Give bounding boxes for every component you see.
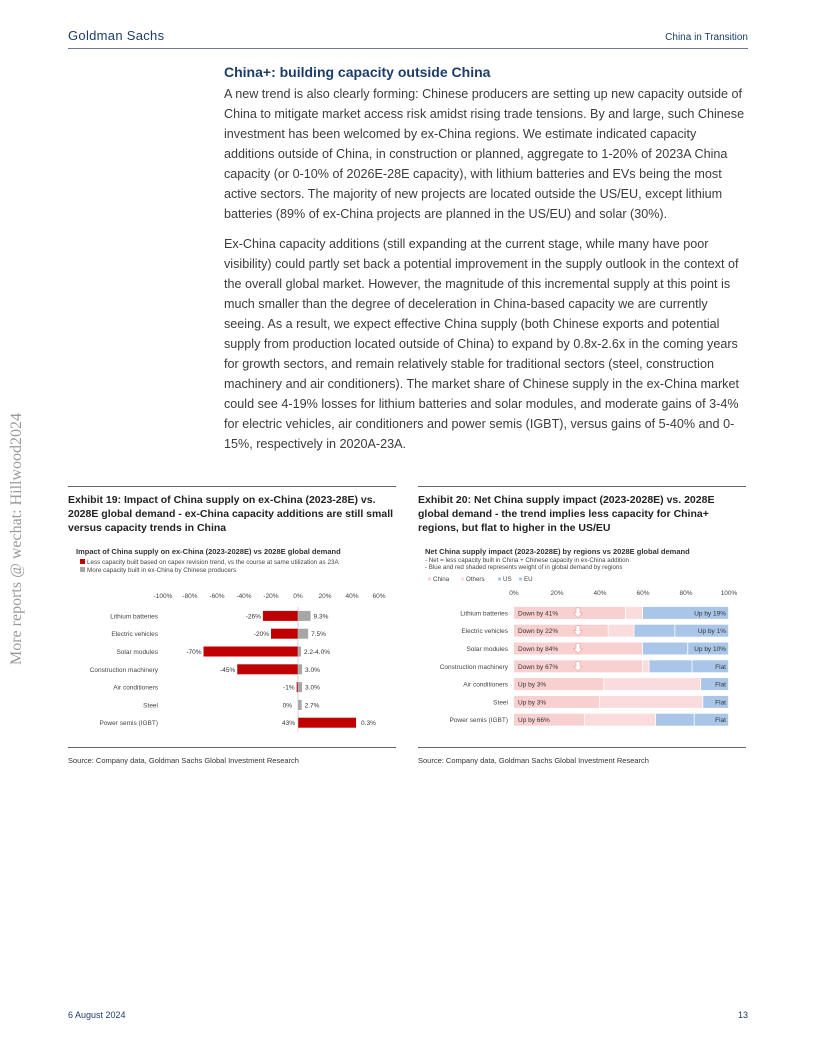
chart-20-legend-label-others: Others <box>466 576 485 583</box>
exhibit-20-source: Source: Company data, Goldman Sachs Global Investment Research <box>418 756 649 765</box>
chart-19-category-label: Construction machinery <box>89 666 158 674</box>
chart-19-grey-label: 3.0% <box>305 684 320 692</box>
chart-20-right-label: Up by 1% <box>697 628 726 636</box>
chart-19-legend-swatch-2 <box>80 567 85 572</box>
paragraph-2: Ex-China capacity additions (still expanding at the current stage, while many have poor visibility) could partly set back a potential improvement in the supply outlook in the context of the overall global market. However, the magnitude of this incremental supply at this point is much smaller than the degree of deceleration in China-based capacity we are currently seeing. As a result, we expect effective China supply (both Chinese exports and potential supply from production located outside of China) to expand by 0.8x-2.6x in the coming years for growth sectors, and remain relatively stable for traditional sectors (steel, construction machinery and air conditioners). The market share of Chinese supply in the ex-China market could see 4-19% losses for lithium batteries and solar modules, and moderate gains of 3-4% for electric vehicles, air conditioners and power semis (IGBT), versus gains of 5-40% and 0-15%, respectively in 2020A-23A. <box>224 237 739 451</box>
chart-19-red-label: 43% <box>281 720 295 728</box>
chart-20-x-tick: 60% <box>636 590 650 597</box>
chart-20-x-tick: 40% <box>593 590 607 597</box>
chart-20-left-label: Down by 22% <box>518 628 559 636</box>
chart-19-bar-grey <box>298 611 311 621</box>
chart-19-category-label: Power semis (IGBT) <box>99 720 158 728</box>
chart-19-bar-red <box>263 611 298 621</box>
chart-19-legend-swatch-1 <box>80 559 85 564</box>
chart-20-segment-us <box>656 714 694 726</box>
chart-20-subtitle: - Blue and red shaded represents weight of in global demand by regions <box>425 564 623 571</box>
chart-20-category-label: Solar modules <box>466 646 508 653</box>
chart-20-category-label: Power semis (IGBT) <box>449 717 508 725</box>
chart-20-x-tick: 100% <box>720 590 738 597</box>
chart-19-x-tick: 20% <box>318 593 332 600</box>
chart-20-right-label: Up by 10% <box>694 646 726 653</box>
exhibit-20-title: Exhibit 20: Net China supply impact (2023-2028E) vs. 2028E global demand - the trend implies less capacity for China+ regions, but flat to higher in the US/EU <box>418 494 715 534</box>
chart-20-legend-swatch-others <box>461 578 464 581</box>
exhibit-19-title: Exhibit 19: Impact of China supply on ex-China (2023-28E) vs. 2028E global demand - ex-China capacity additions are still small versus capacity trends in China <box>68 494 394 534</box>
chart-19-category-label: Steel <box>143 702 158 710</box>
chart-19-category-label: Solar modules <box>116 649 158 656</box>
chart-20-x-tick: 20% <box>550 590 564 597</box>
chart-20-legend-swatch-us <box>498 578 501 581</box>
chart-20-segment-others <box>609 625 634 637</box>
chart-20-legend-swatch-china <box>428 578 431 581</box>
exhibit-20-bottom-rule <box>418 747 746 748</box>
main-section <box>224 64 748 464</box>
paragraph-1: A new trend is also clearly forming: Chinese producers are setting up new capacity outside of China to mitigate market access risk amidst rising trade tensions. By and large, such Chinese investment has been welcomed by ex-China regions. We estimate indicated capacity additions outside of China, in construction or planned, aggregate to 1-20% of 2023A China capacity (or 0-10% of 2026E-28E capacity), with lithium batteries and EVs being the most active sectors. The majority of new projects are located outside the US/EU, except lithium batteries (89% of ex-China projects are planned in the US/EU) and solar (30%). <box>224 87 745 221</box>
chart-20-category-label: Electric vehicles <box>461 628 508 636</box>
chart-19-red-label: -26% <box>245 613 261 621</box>
exhibit-20-chart <box>418 544 746 744</box>
chart-19-title: Impact of China supply on ex-China (2023-2028E) vs 2028E global demand <box>76 547 341 556</box>
chart-20-title: Net China supply impact (2023-2028E) by regions vs 2028E global demand <box>425 547 690 556</box>
chart-19-red-label: 0% <box>282 702 292 710</box>
chart-20-segment-us <box>634 625 674 637</box>
chart-20-right-label: Flat <box>715 699 726 707</box>
chart-19-bar-grey <box>298 700 302 710</box>
chart-19-x-tick: -80% <box>182 593 198 600</box>
chart-19-bar-grey <box>298 647 301 657</box>
chart-20-left-label: Up by 3% <box>518 681 547 689</box>
chart-19-category-label: Electric vehicles <box>111 631 158 639</box>
chart-20-segment-us <box>649 660 691 672</box>
chart-20-x-tick: 80% <box>679 590 693 597</box>
chart-19-red-label: -20% <box>253 631 269 639</box>
report-title: China in Transition <box>665 32 748 43</box>
chart-19-x-tick: 40% <box>345 593 359 600</box>
chart-19-red-label: -45% <box>220 666 236 674</box>
chart-19-x-tick: 0% <box>293 593 303 600</box>
chart-20-segment-us <box>643 643 687 655</box>
chart-19-x-tick: 60% <box>372 593 386 600</box>
chart-20-segment-others <box>626 607 642 619</box>
footer-date: 6 August 2024 <box>68 1010 126 1020</box>
chart-20-segment-others <box>585 714 655 726</box>
chart-19-x-tick: -40% <box>236 593 252 600</box>
chart-20-right-label: Flat <box>715 681 726 689</box>
chart-19-legend-label-2: More capacity built in ex-China by Chinese producers <box>87 567 237 574</box>
chart-19-bar-red <box>271 629 298 639</box>
chart-20-left-label: Up by 66% <box>518 717 550 725</box>
chart-19-grey-label: 2.7% <box>304 702 320 710</box>
chart-20-right-label: Flat <box>715 717 726 725</box>
chart-19-x-tick: -20% <box>263 593 279 600</box>
section-title: China+: building capacity outside China <box>224 64 491 80</box>
chart-20-x-tick: 0% <box>509 590 519 597</box>
chart-19-x-tick: -100% <box>153 593 173 600</box>
chart-19-bar-grey <box>298 682 302 692</box>
chart-20-left-label: Down by 67% <box>518 663 559 671</box>
exhibit-19-bottom-rule <box>68 747 396 748</box>
chart-19-grey-label: 3.0% <box>305 666 320 674</box>
chart-19-red-label: -70% <box>186 649 202 656</box>
chart-19-grey-label: 2.2-4.0% <box>303 649 331 656</box>
chart-20-right-label: Up by 19% <box>694 610 726 618</box>
chart-20-segment-others <box>604 678 700 690</box>
chart-20-left-label: Down by 41% <box>518 610 559 618</box>
chart-20-segment-others <box>643 660 649 672</box>
chart-19-legend-label-1: Less capacity built based on capex revision trend, vs the course at same utilization as 23A <box>87 559 339 566</box>
chart-20-legend-label-us: US <box>503 576 512 583</box>
chart-19-category-label: Lithium batteries <box>110 613 158 621</box>
chart-19-grey-label: 0.3% <box>361 720 376 728</box>
chart-19-grey-label: 7.5% <box>311 631 326 639</box>
header-divider <box>68 48 748 49</box>
chart-19-bar-grey <box>298 664 302 674</box>
chart-20-category-label: Lithium batteries <box>460 610 508 618</box>
chart-19-red-label: -1% <box>283 684 295 692</box>
chart-20-right-label: Flat <box>715 663 726 671</box>
chart-20-left-label: Down by 84% <box>518 646 559 653</box>
exhibit-19-top-rule <box>68 486 396 487</box>
chart-19-bar-grey <box>298 629 308 639</box>
chart-20-legend-swatch-eu <box>519 578 522 581</box>
exhibit-19 <box>68 486 396 765</box>
chart-20-legend-label-china: China <box>433 576 450 583</box>
chart-19-grey-label: 9.3% <box>313 613 329 621</box>
chart-19-bar-red <box>204 647 299 657</box>
chart-19-x-tick: -60% <box>209 593 225 600</box>
chart-20-legend-label-eu: EU <box>524 576 533 583</box>
chart-20-left-label: Up by 3% <box>518 699 547 707</box>
chart-20-category-label: Steel <box>493 699 508 707</box>
chart-19-bar-red <box>237 664 298 674</box>
brand-name: Goldman Sachs <box>68 28 165 43</box>
chart-20-category-label: Construction machinery <box>439 663 508 671</box>
exhibit-19-source: Source: Company data, Goldman Sachs Global Investment Research <box>68 756 299 765</box>
chart-20-subtitle: - Net = less capacity built in China + Chinese capacity in ex-China addition <box>425 557 629 564</box>
page-number: 13 <box>737 1010 748 1020</box>
exhibit-20-top-rule <box>418 486 746 487</box>
chart-20-segment-others <box>600 696 702 708</box>
chart-19-bar-red <box>298 718 356 728</box>
exhibit-19-chart <box>68 544 396 744</box>
chart-19-category-label: Air conditioners <box>113 684 158 692</box>
exhibit-20 <box>418 486 746 765</box>
watermark: More reports @ wechat: Hillwood2024 <box>8 412 25 665</box>
chart-20-category-label: Air conditioners <box>463 681 508 689</box>
